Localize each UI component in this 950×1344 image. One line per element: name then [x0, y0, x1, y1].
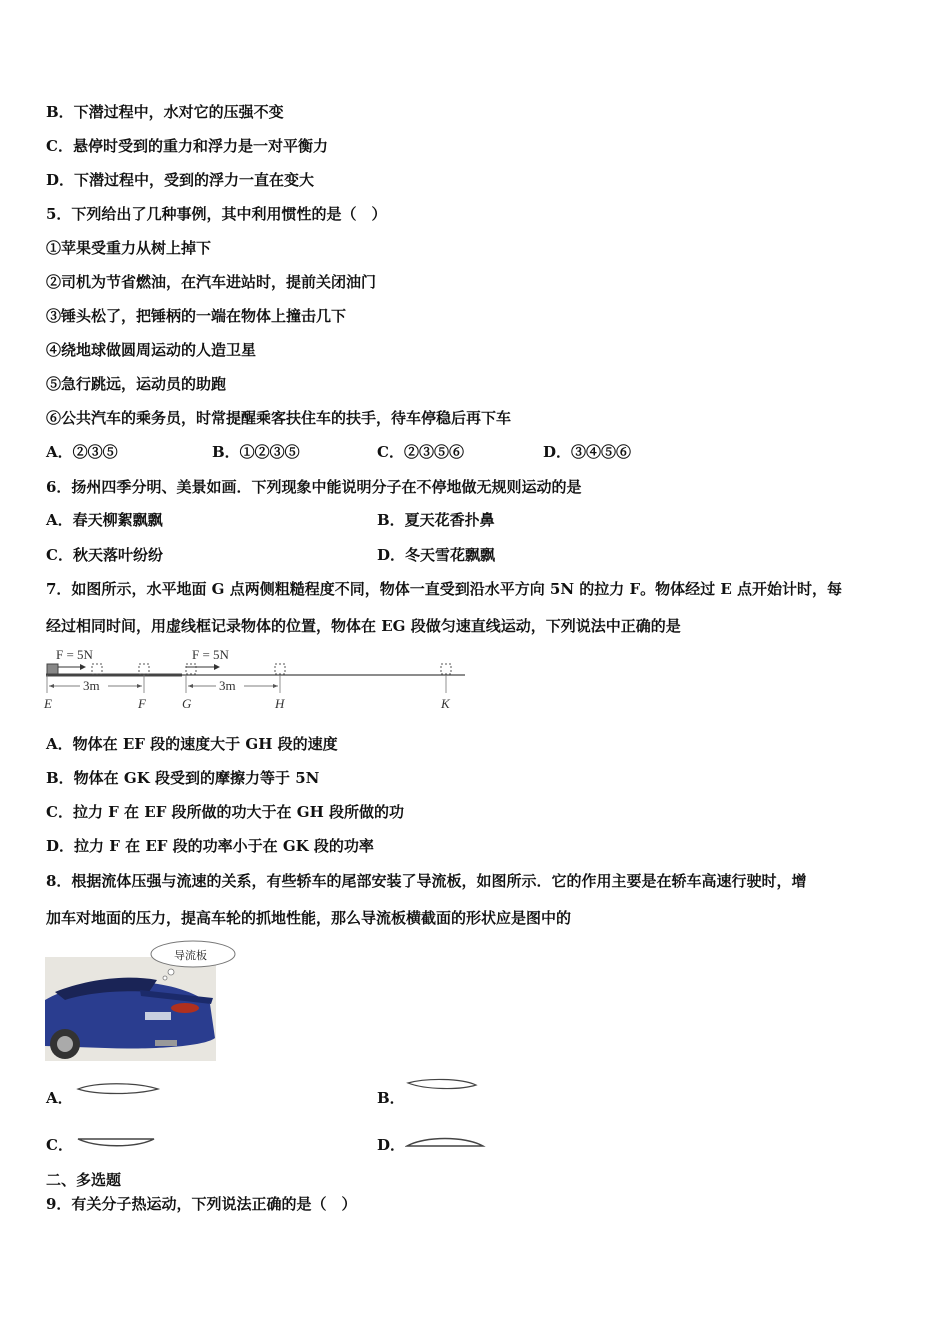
q7-stem-line-2: 经过相同时间，用虚线框记录物体的位置，物体在 EG 段做匀速直线运动，下列说法中正确的是 [46, 617, 681, 635]
q6-option-d: D．冬天雪花飘飘 [377, 546, 496, 564]
q7-option-d: D．拉力 F 在 EF 段的功率小于在 GK 段的功率 [46, 837, 374, 855]
dist-arrow-1-head-right [137, 684, 142, 688]
q5-item-5: ⑤急行跳远，运动员的助跑 [46, 375, 227, 393]
wheel-rim [57, 1036, 73, 1052]
q7-option-c: C．拉力 F 在 EF 段所做的功大于在 GH 段所做的功 [46, 803, 404, 821]
point-label-f: F [138, 696, 146, 711]
q5-item-1: ①苹果受重力从树上掉下 [46, 239, 212, 257]
q7-option-b: B．物体在 GK 段受到的摩擦力等于 5N [46, 769, 320, 787]
q8-option-b: B． [377, 1089, 405, 1107]
q4-option-c: C．悬停时受到的重力和浮力是一对平衡力 [46, 137, 328, 155]
q5-item-2: ②司机为节省燃油，在汽车进站时，提前关闭油门 [46, 273, 377, 291]
q8-shape-c [76, 1134, 158, 1150]
q8-shape-b [406, 1077, 478, 1095]
q8-shape-a [76, 1081, 162, 1097]
q4-option-d: D．下潜过程中，受到的浮力一直在变大 [46, 171, 315, 189]
tail-light [171, 1003, 199, 1013]
q7-option-a: A．物体在 EF 段的速度大于 GH 段的速度 [46, 735, 338, 753]
q9-stem: 9．有关分子热运动，下列说法正确的是（ ） [46, 1195, 357, 1213]
q5-item-6: ⑥公共汽车的乘务员，时常提醒乘客扶住车的扶手，待车停稳后再下车 [46, 409, 512, 427]
dashed-box-f [139, 664, 149, 674]
q6-option-b: B．夏天花香扑鼻 [377, 511, 495, 529]
bubble-dot-2 [163, 976, 167, 980]
q5-item-3: ③锤头松了，把锤柄的一端在物体上撞击几下 [46, 307, 347, 325]
force-label-1: F = 5N [56, 647, 93, 662]
q6-option-c: C．秋天落叶纷纷 [46, 546, 163, 564]
q8-car-photo [45, 940, 241, 1062]
q7-stem-line-1: 7．如图所示，水平地面 G 点两侧粗糙程度不同，物体一直受到沿水平方向 5N 的拉力 F。物体经过 E 点开始计时，每 [46, 580, 843, 598]
q8-stem-line-1: 8．根据流体压强与流速的关系，有些轿车的尾部安装了导流板，如图所示．它的作用主要是在轿车高速行驶时，增 [46, 872, 807, 890]
exhaust [155, 1040, 177, 1046]
dist-arrow-1-head-left [49, 684, 54, 688]
q5-option-b: B．①②③⑤ [212, 443, 300, 461]
point-label-h: H [275, 696, 285, 711]
q8-option-c: C． [46, 1136, 73, 1154]
q5-option-a: A．②③⑤ [46, 443, 118, 461]
section-title-multiple-choice: 二、多选题 [46, 1171, 122, 1189]
dashed-box-k [441, 664, 451, 674]
dist-label-2: 3m [219, 678, 236, 693]
bubble-label: 导流板 [174, 950, 207, 962]
force-arrow-1-head [80, 664, 86, 670]
dist-arrow-2-head-right [273, 684, 278, 688]
q5-option-c: C．②③⑤⑥ [377, 443, 464, 461]
dashed-box-1 [92, 664, 102, 674]
q6-stem: 6．扬州四季分明、美景如画．下列现象中能说明分子在不停地做无规则运动的是 [46, 478, 582, 496]
force-arrow-2-head [214, 664, 220, 670]
q7-force-diagram [40, 645, 470, 713]
q6-option-a: A．春天柳絮飘飘 [46, 511, 163, 529]
point-label-k: K [441, 696, 450, 711]
dashed-box-g [186, 664, 196, 674]
license-plate [145, 1012, 171, 1020]
q8-option-a: A． [46, 1089, 73, 1107]
dist-label-1: 3m [83, 678, 100, 693]
q8-stem-line-2: 加车对地面的压力，提高车轮的抓地性能，那么导流板横截面的形状应是图中的 [46, 909, 572, 927]
q4-option-b: B．下潜过程中，水对它的压强不变 [46, 103, 284, 121]
q8-shape-d [405, 1134, 487, 1150]
point-label-g: G [182, 696, 192, 711]
q8-option-d: D． [377, 1136, 406, 1154]
dist-arrow-2-head-left [188, 684, 193, 688]
dashed-box-h [275, 664, 285, 674]
q5-option-d: D．③④⑤⑥ [543, 443, 632, 461]
block-at-e [47, 664, 58, 674]
q5-stem: 5．下列给出了几种事例，其中利用惯性的是（ ） [46, 205, 387, 223]
q5-item-4: ④绕地球做圆周运动的人造卫星 [46, 341, 257, 359]
point-label-e: E [44, 696, 52, 711]
force-label-2: F = 5N [192, 647, 229, 662]
bubble-dot-1 [168, 969, 174, 975]
